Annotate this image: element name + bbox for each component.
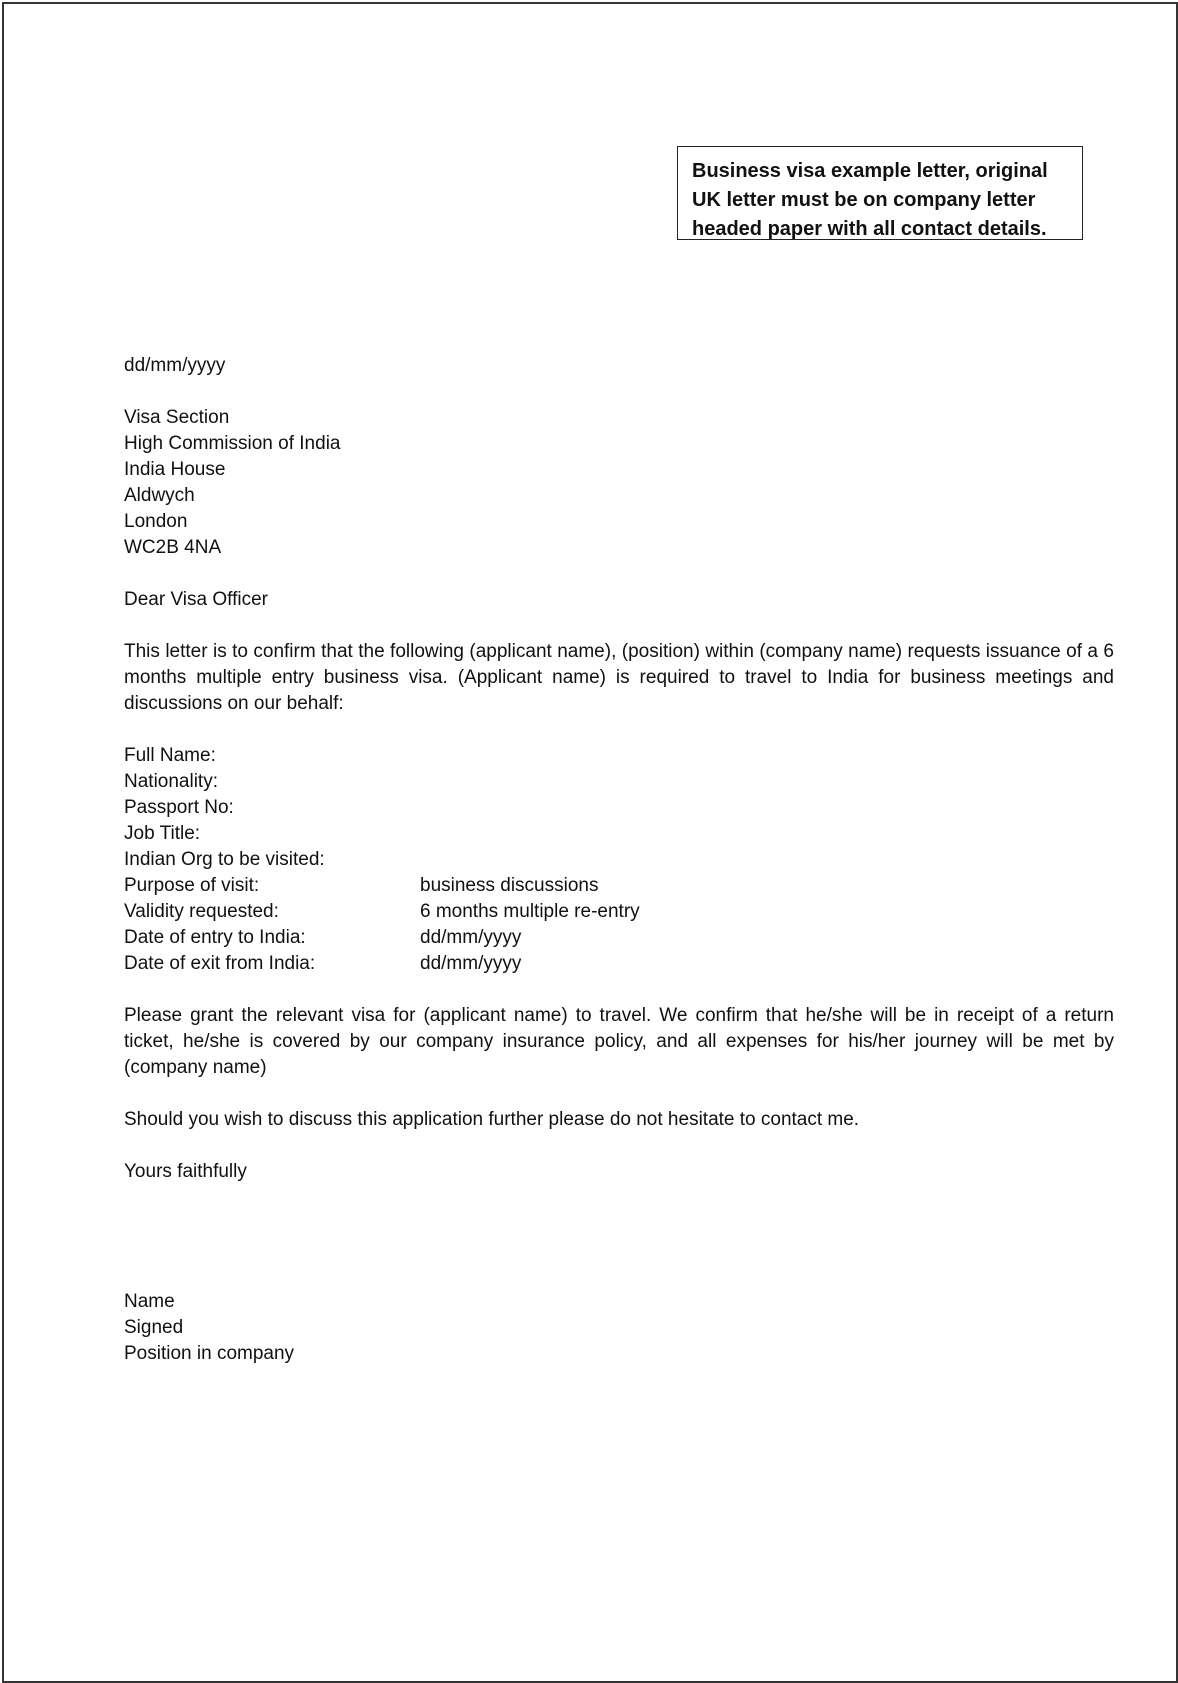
instruction-note-box	[677, 146, 1083, 240]
details-label: Nationality:	[124, 771, 218, 792]
address-line: Visa Section	[124, 407, 230, 428]
details-value: business discussions	[420, 875, 599, 896]
intro-paragraph: This letter is to confirm that the following (applicant name), (position) within (company name) requests issuance of a 6 months multiple entry business visa. (Applicant name) is required to travel to India for business meetings and discussions on our behalf:	[124, 641, 1114, 714]
details-row	[124, 951, 1114, 977]
details-value: dd/mm/yyyy	[420, 927, 522, 948]
details-label: Passport No:	[124, 797, 234, 818]
details-label: Job Title:	[124, 823, 201, 844]
details-value: 6 months multiple re-entry	[420, 901, 640, 922]
salutation: Dear Visa Officer	[124, 589, 268, 610]
address-line: India House	[124, 459, 226, 480]
details-row	[124, 925, 1114, 951]
grant-paragraph: Please grant the relevant visa for (applicant name) to travel. We confirm that he/she will be in receipt of a return ticket, he/she is covered by our company insurance policy, and all expenses for his/her journey will be met by (company name)	[124, 1005, 1114, 1078]
details-label: Indian Org to be visited:	[124, 849, 325, 870]
signature-block	[124, 1289, 1114, 1367]
note-line: Business visa example letter, original	[692, 160, 1048, 182]
details-label: Date of entry to India:	[124, 927, 306, 948]
contact-paragraph: Should you wish to discuss this application further please do not hesitate to contact me.	[124, 1109, 860, 1130]
signature-line: Name	[124, 1291, 175, 1312]
address-line: Aldwych	[124, 485, 195, 506]
details-row	[124, 795, 1114, 821]
note-line: UK letter must be on company letter	[692, 189, 1036, 211]
details-row	[124, 769, 1114, 795]
details-label: Validity requested:	[124, 901, 279, 922]
letter-body	[124, 353, 1114, 1367]
details-label: Date of exit from India:	[124, 953, 316, 974]
details-row	[124, 899, 1114, 925]
address-line: London	[124, 511, 188, 532]
details-row	[124, 821, 1114, 847]
details-row	[124, 847, 1114, 873]
applicant-details	[124, 743, 1114, 977]
details-value: dd/mm/yyyy	[420, 953, 522, 974]
signature-line: Position in company	[124, 1343, 295, 1364]
details-label: Purpose of visit:	[124, 875, 260, 896]
address-line: High Commission of India	[124, 433, 341, 454]
letter-date: dd/mm/yyyy	[124, 355, 226, 376]
recipient-address	[124, 405, 1114, 561]
details-row	[124, 743, 1114, 769]
closing: Yours faithfully	[124, 1161, 247, 1182]
details-row	[124, 873, 1114, 899]
signature-line: Signed	[124, 1317, 184, 1338]
document-page	[2, 2, 1178, 1683]
note-line: headed paper with all contact details.	[692, 218, 1047, 240]
details-label: Full Name:	[124, 745, 216, 766]
address-line: WC2B 4NA	[124, 537, 222, 558]
